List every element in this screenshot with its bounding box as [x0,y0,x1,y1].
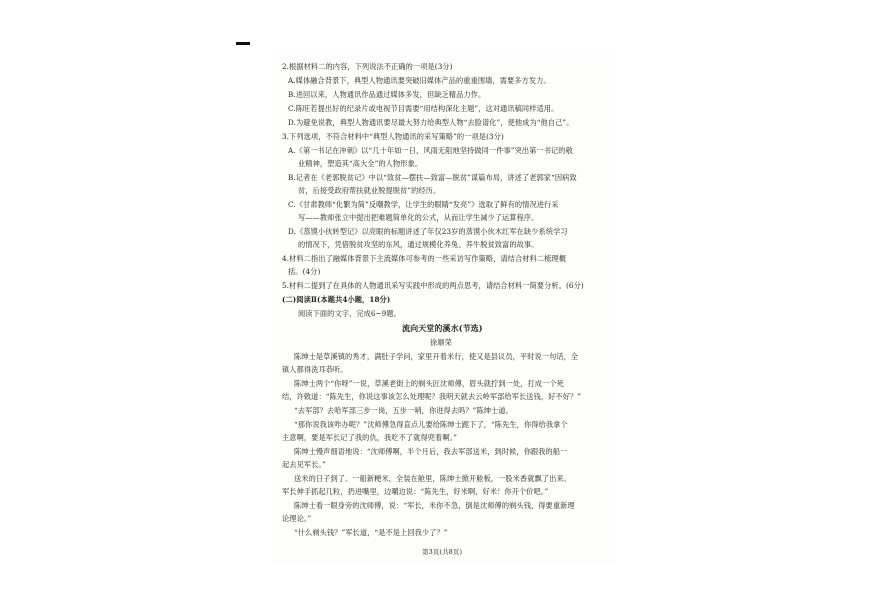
question-2-option-c: C.陈旺若提出好的纪录片或电视节目需要“用结构深化主题”，这对通讯稿同样适用。 [288,104,559,113]
question-3-option-a: A.《第一书记在冲刺》以“几十年如一日，风雨无阻地坚持做同一件事”突出第一书记的敬 [288,146,573,155]
passage-title: 流向天堂的溪水(节选) [402,323,483,333]
question-2-option-a: A.媒体融合背景下，典型人物通讯要突破旧媒体产品的重重围墙，需要多方发力。 [288,76,551,85]
passage-paragraph-cont: 镇人都得洗耳恭听。 [282,365,348,374]
passage-paragraph: 送米的日子到了。一船新粳米，全装在舱里，陈绅士掀开舱板，一股米香就飘了出来。 [294,474,571,483]
question-3-option-c: C.《甘肃教师“化繁为简”反嘲教学，让学生的眼睛“发亮”》选取了鲜有的情况进行采 [288,200,559,209]
scan-mark [236,42,250,45]
passage-paragraph-cont: 主意啊，要是军长记了我的仇，我吃不了就得兜着啊。” [282,433,458,442]
section-heading: (二)阅读Ⅱ(本题共4小题，18分) [282,295,391,304]
passage-paragraph-cont: 论理论。” [282,514,312,523]
question-3-option-b-cont: 贫，后接受政府帮扶就业脱提脱贫”的经历。 [298,186,441,195]
passage-paragraph: “什么剃头钱？”军长道，“是不是上回我少了？” [294,528,448,537]
question-3-stem: 3.下列选项，不符合材料中“典型人物通讯的采写策略”的一项是(3分) [282,132,504,141]
section-instruction: 阅读下面的文字，完成6~9题。 [298,309,401,318]
question-4-stem-cont: 括。(4分) [288,267,321,276]
question-2-stem: 2.根据材料二的内容，下列说法不正确的一项是(3分) [282,62,453,71]
passage-author: 徐顺荣 [430,338,452,347]
question-3-option-a-cont: 业精神，塑造其“高大全”的人物形象。 [298,159,423,168]
page-number-footer: 第3页(共8页) [422,548,463,556]
passage-paragraph: 陈绅士慢声细语地说：“沈师傅啊，半个月后，我去军部送米，到时候，你跟我的船一 [294,447,568,456]
exam-page [272,55,617,563]
passage-paragraph: “那你说我该咋办呢？”沈师傅急得直点儿要给陈绅士跪下了，“陈先生，你得给我拿个 [294,420,568,429]
passage-paragraph: 陈绅士看一眼身旁的沈师傅，说：“军长，米你不急，倒是沈师傅的剃头钱，得要重新理 [294,501,575,510]
question-2-option-b: B.进回以来，人物通讯作品通过媒体多发，但缺乏精品力作。 [288,90,486,99]
passage-paragraph-cont: 结，许敕道：“陈先生，你说这事该怎么处理呢？我明天就去云岭军部给军长送钱，好不好？” [282,392,582,401]
question-3-option-d: D.《蒸馍小伙转型记》以亮眼的标题讲述了年仅23岁的蒸馍小伙木红军在缺少系统学习 [288,227,568,236]
passage-paragraph: “去军部？去哈军部三步一岗，五步一哨，你进得去吗？”陈绅士道。 [294,406,513,415]
question-3-option-d-cont: 的情况下，凭借脱贫攻坚的东风，通过规模化养兔、养牛脱贫致富的故事。 [298,240,539,249]
passage-paragraph: 陈绅士两个“你呀”一说，草溪老街上的剃头匠沈师傅，眉头就拧到一处，打成一个死 [294,379,564,388]
question-3-option-b: B.记者在《老郭脱贫记》中以“致贫—摆扶—致富—脱贫”谋篇布局，讲述了老郭家“因病致 [288,173,577,182]
question-3-option-c-cont: 写——教师张立中提出把难题简单化的公式，从而让学生减少了运算程序。 [298,213,539,222]
passage-paragraph-cont: 军长伸手抓起几粒，扔进嘴里，边嚼边说：“陈先生，好米啊，好米！你开个价吧。” [282,487,549,496]
question-4-stem: 4.材料二指出了融媒体背景下主流媒体可参考的一些采访写作策略，请结合材料二梳理概 [282,254,566,263]
question-5-stem: 5.材料二提到了在具体的人物通讯采写实践中形成的两点思考，请结合材料一简要分析。(6分) [282,281,584,290]
passage-paragraph-cont: 起去见军长。” [282,460,326,469]
question-2-option-d: D.为避免说教，典型人物通讯要尽最大努力给典型人物“去脸谱化”，使他成为“他自己”。 [288,118,574,127]
passage-paragraph: 陈绅士是草溪镇的秀才，满肚子学问，家里开着米行，使又是县议员，平时说一句话，全 [294,352,579,361]
